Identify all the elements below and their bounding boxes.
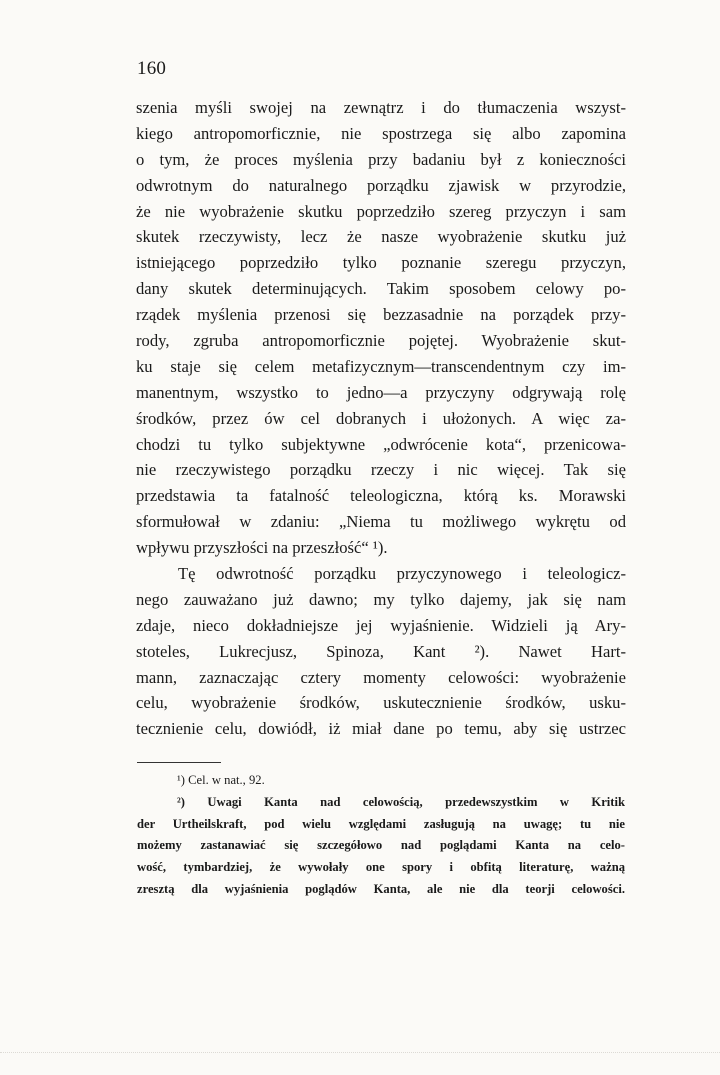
text-line: mann, zaznaczając cztery momenty celowości: wyobrażenie bbox=[136, 667, 626, 687]
footnote-line: możemy zastanawiać się szczegółowo nad poglądami Kanta na celo- bbox=[137, 838, 625, 853]
text-line: ku staje się celem metafizycznym—transcendentnym czy im- bbox=[136, 356, 626, 376]
text-line: celu, wyobrażenie środków, uskutecznienie środków, usku- bbox=[136, 693, 626, 713]
body-text bbox=[136, 95, 626, 742]
text-line: środków, przez ów cel dobranych i ułożonych. A więc za- bbox=[136, 408, 626, 428]
text-line: istniejącego poprzedziło tylko poznanie szeregu przyczyn, bbox=[136, 253, 626, 273]
text-line: że nie wyobrażenie skutku poprzedziło szereg przyczyn i sam bbox=[136, 201, 626, 221]
text-line: zdaje, nieco dokładniejsze jej wyjaśnienie. Widzieli ją Ary- bbox=[136, 615, 626, 635]
text-line: Tę odwrotność porządku przyczynowego i teleologicz- bbox=[178, 564, 626, 584]
page-number: 160 bbox=[137, 58, 167, 79]
text-line: wpływu przyszłości na przeszłość“ ¹). bbox=[136, 538, 388, 558]
text-line: rody, zgruba antropomorficznie pojętej. Wyobrażenie skut- bbox=[136, 331, 626, 351]
text-line: kiego antropomorficznie, nie spostrzega się albo zapomina bbox=[136, 123, 626, 143]
text-line: skutek rzeczywisty, lecz że nasze wyobrażenie skutku już bbox=[136, 227, 626, 247]
text-line: przedstawia ta fatalność teleologiczna, którą ks. Morawski bbox=[136, 486, 626, 506]
text-line: chodzi tu tylko subjektywne „odwrócenie kota“, przenicowa- bbox=[136, 434, 626, 454]
footnote-line: ²) Uwagi Kanta nad celowością, przedewszystkim w Kritik bbox=[177, 794, 625, 809]
scan-edge bbox=[0, 1052, 720, 1054]
footnotes bbox=[137, 770, 625, 901]
text-line: odwrotnym do naturalnego porządku zjawisk w przyrodzie, bbox=[136, 175, 626, 195]
footnote-line: zresztą dla wyjaśnienia poglądów Kanta, ale nie dla teorji celowości. bbox=[137, 881, 625, 896]
text-line: tecznienie celu, dowiódł, iż miał dane po temu, aby się ustrzec bbox=[136, 719, 626, 739]
footnote-line: ¹) Cel. w nat., 92. bbox=[177, 773, 265, 787]
text-line: rządek myślenia przenosi się bezzasadnie na porządek przy- bbox=[136, 305, 626, 325]
text-line: manentnym, wszystko to jedno—a przyczyny odgrywają rolę bbox=[136, 382, 626, 402]
text-line: dany skutek determinujących. Takim sposobem celowy po- bbox=[136, 279, 626, 299]
text-line: sformułował w zdaniu: „Niema tu możliwego wykrętu od bbox=[136, 512, 626, 532]
text-line: stoteles, Lukrecjusz, Spinoza, Kant ²). Nawet Hart- bbox=[136, 641, 626, 661]
text-line: o tym, że proces myślenia przy badaniu był z konieczności bbox=[136, 149, 626, 169]
text-line: nego zauważano już dawno; my tylko dajemy, jak się nam bbox=[136, 589, 626, 609]
footnote-line: wość, tymbardziej, że wywołały one spory i obfitą literaturę, ważną bbox=[137, 860, 625, 875]
footnote-rule bbox=[137, 762, 221, 763]
text-line: szenia myśli swojej na zewnątrz i do tłumaczenia wszyst- bbox=[136, 98, 626, 117]
text-line: nie rzeczywistego porządku rzeczy i nic więcej. Tak się bbox=[136, 460, 626, 480]
footnote-line: der Urtheilskraft, pod wielu względami zasługują na uwagę; tu nie bbox=[137, 816, 625, 831]
